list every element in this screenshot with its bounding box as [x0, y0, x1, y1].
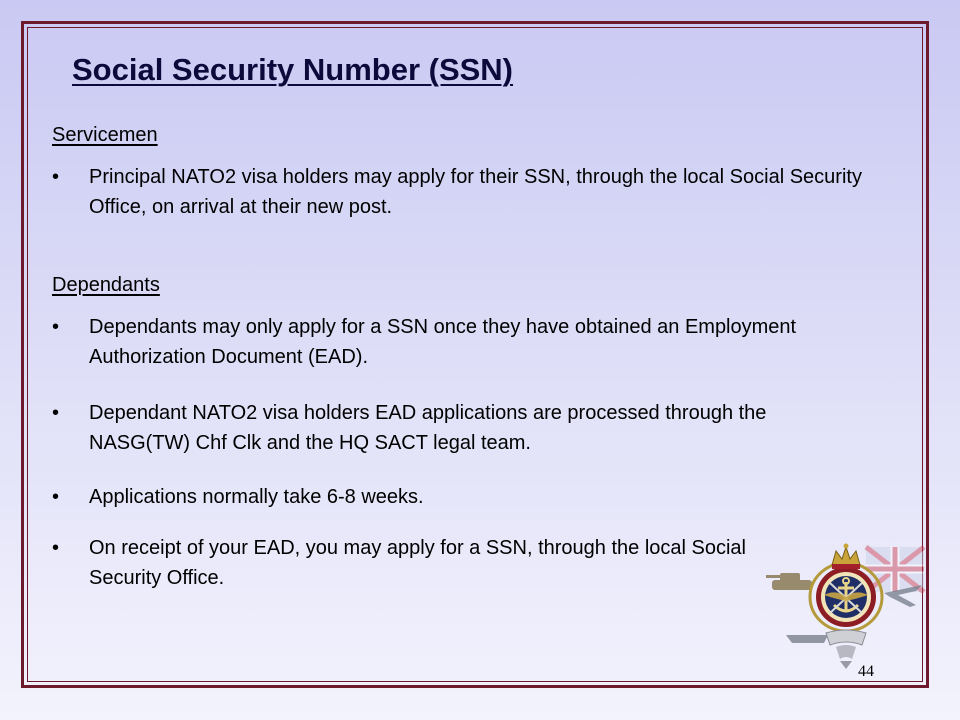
dependants-bullet-1	[52, 312, 872, 372]
page-number: 44	[858, 663, 874, 680]
bullet-marker: •	[52, 316, 60, 338]
bullet-text: On receipt of your EAD, you may apply for a SSN, through the local Social Security Office.	[89, 537, 746, 589]
dependants-bullet-2	[52, 398, 872, 458]
servicemen-bullet-1	[52, 162, 872, 222]
bullet-marker: •	[52, 402, 60, 424]
slide-title: Social Security Number (SSN)	[72, 52, 514, 87]
bullet-text: Dependant NATO2 visa holders EAD applications are processed through the NASG(TW) Chf Clk and the HQ SACT legal team.	[89, 402, 767, 454]
bullet-text: Principal NATO2 visa holders may apply for their SSN, through the local Social Security Office, on arrival at their new post.	[89, 166, 862, 218]
bullet-text: Dependants may only apply for a SSN once they have obtained an Employment Authorization Document (EAD).	[89, 316, 797, 368]
bullet-marker: •	[52, 537, 60, 559]
bullet-text: Applications normally take 6-8 weeks.	[89, 486, 424, 508]
dependants-bullet-4	[52, 533, 812, 593]
tri-service-crest-icon	[766, 535, 926, 670]
bullet-marker: •	[52, 486, 60, 508]
servicemen-heading: Servicemen	[52, 124, 158, 146]
dependants-bullet-3	[52, 482, 872, 512]
dependants-heading: Dependants	[52, 274, 160, 296]
bullet-marker: •	[52, 166, 60, 188]
